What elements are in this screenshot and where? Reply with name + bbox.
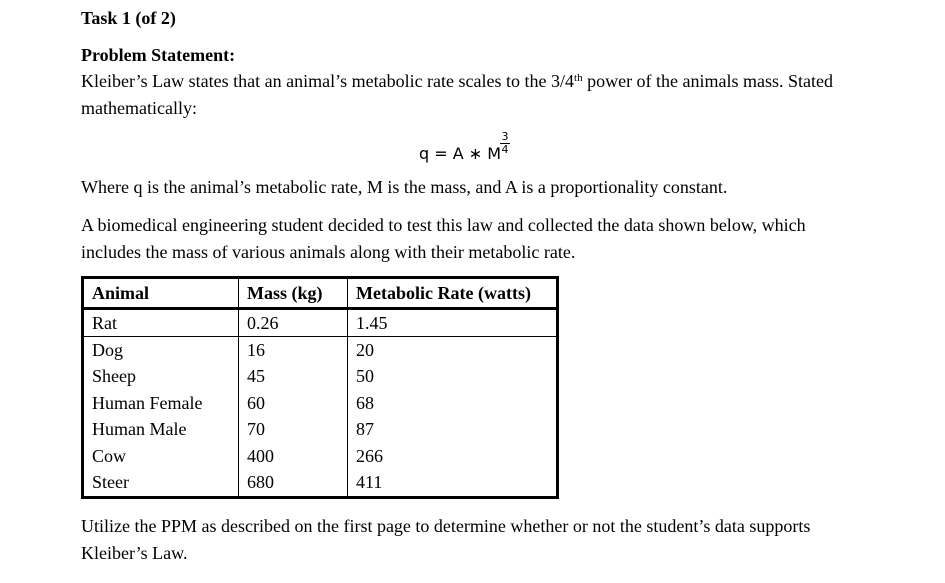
table-row (83, 417, 558, 444)
header-animal: Animal (83, 278, 239, 309)
data-table (81, 276, 559, 499)
exponent-numerator: 3 (501, 130, 509, 143)
table-row (83, 390, 558, 417)
cell-animal: Steer (83, 470, 239, 498)
intro-text-before: Kleiber’s Law states that an animal’s metabolic rate scales to the 3/4 (81, 71, 575, 91)
cell-rate: 1.45 (348, 309, 558, 337)
cell-rate: 50 (348, 364, 558, 391)
intro-superscript: th (574, 72, 583, 84)
equation-main: q = A ∗ M (419, 144, 502, 163)
header-mass: Mass (kg) (239, 278, 348, 309)
cell-rate: 266 (348, 443, 558, 470)
equation-exponent (500, 132, 510, 155)
table-row (83, 337, 558, 364)
cell-rate: 411 (348, 470, 558, 498)
cell-mass: 0.26 (239, 309, 348, 337)
cell-rate: 87 (348, 417, 558, 444)
exponent-denominator: 4 (501, 143, 509, 156)
cell-rate: 68 (348, 390, 558, 417)
cell-mass: 400 (239, 443, 348, 470)
table-row (83, 309, 558, 337)
section-heading: Problem Statement: (81, 45, 236, 65)
definition-paragraph: Where q is the animal’s metabolic rate, M is the mass, and A is a proportionality constant. (81, 177, 728, 197)
cell-animal: Dog (83, 337, 239, 364)
cell-animal: Human Female (83, 390, 239, 417)
context-paragraph: A biomedical engineering student decided to test this law and collected the data shown below, which includes the mass of various animals along with their metabolic rate. (81, 215, 806, 262)
cell-rate: 20 (348, 337, 558, 364)
cell-animal: Human Male (83, 417, 239, 444)
cell-animal: Cow (83, 443, 239, 470)
cell-mass: 16 (239, 337, 348, 364)
cell-mass: 60 (239, 390, 348, 417)
table-row (83, 443, 558, 470)
cell-mass: 70 (239, 417, 348, 444)
task-title: Task 1 (of 2) (81, 8, 176, 28)
header-metabolic-rate: Metabolic Rate (watts) (348, 278, 558, 309)
table-row (83, 364, 558, 391)
cell-mass: 680 (239, 470, 348, 498)
cell-animal: Sheep (83, 364, 239, 391)
intro-text-after: power of the animals mass. Stated mathematically: (81, 71, 834, 118)
instruction-paragraph: Utilize the PPM as described on the first page to determine whether or not the student’s data supports Kleiber’s Law. (81, 516, 811, 563)
cell-mass: 45 (239, 364, 348, 391)
cell-animal: Rat (83, 309, 239, 337)
table-row (83, 470, 558, 498)
intro-paragraph (81, 68, 841, 122)
table-header-row (83, 278, 558, 309)
